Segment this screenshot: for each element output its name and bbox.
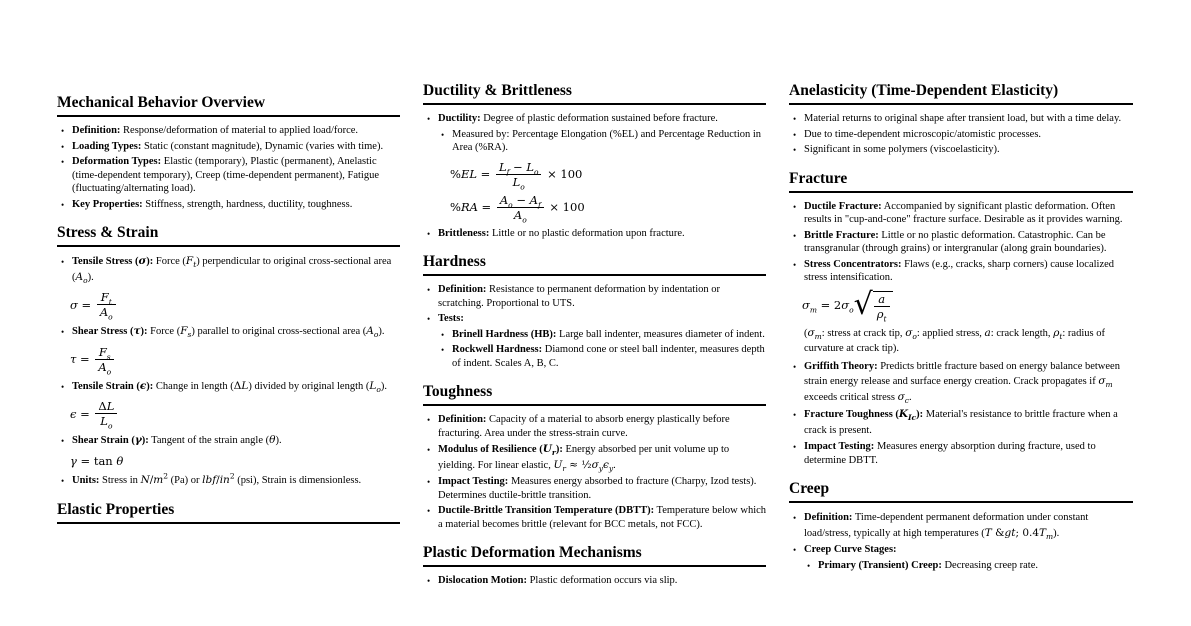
- bullet-text: Dislocation Motion: Plastic deformation occurs via slip.: [438, 575, 678, 586]
- section-rule: [57, 115, 400, 117]
- fraction-denominator: $A_o$: [98, 359, 112, 376]
- bullet-text: Measured by: Percentage Elongation (%EL) and Percentage Reduction in Area (%RA).: [452, 128, 762, 153]
- bullet-text: Definition: Capacity of a material to absorb energy plastically before fracturing. Area under the stress-strain curve.: [438, 414, 730, 439]
- fraction: [95, 399, 117, 431]
- radical-icon: √: [853, 287, 873, 322]
- fraction-denominator: $\rho_t$: [876, 306, 887, 323]
- bullet-text: Key Properties: Stiffness, strength, hardness, ductility, toughness.: [72, 198, 353, 210]
- section-title: Ductility & Brittleness: [423, 82, 572, 99]
- bullet-item: [57, 155, 400, 196]
- section-title: Plastic Deformation Mechanisms: [423, 544, 642, 561]
- fraction-numerator: $A_o - A_f$: [497, 194, 544, 208]
- bullet-item: [789, 359, 1133, 406]
- formula-block: [802, 287, 1133, 323]
- bullet-text: Griffith Theory: Predicts brittle fracture based on energy balance between strain energy release and surface energy creation. Crack propagates if $\sigma_m$ exceeds critical stress $\sigma_c$.: [804, 360, 1120, 405]
- bullet-text: Modulus of Resilience $(U_r)$: Energy absorbed per unit volume up to yielding. For linear elastic, $U_r$ ≈ $\frac{1}{2}\sigma_y\epsilon_y$.: [438, 443, 730, 473]
- bullet-text: Shear Stress (τ): Force $(F_s)$ parallel to original cross-sectional area $(A_o)$.: [72, 325, 385, 340]
- fraction-numerator: $F_t$: [97, 291, 116, 305]
- section-rule: [57, 245, 400, 247]
- formula-lhs: σ =: [70, 297, 95, 312]
- bullet-icon: •: [793, 201, 797, 212]
- bullet-item: [789, 229, 1133, 256]
- bullet-text: Loading Types: Static (constant magnitude), Dynamic (varies with time).: [72, 140, 384, 152]
- section: [789, 82, 1133, 157]
- square-root: [853, 287, 893, 323]
- bullet-text: Shear Strain (γ): Tangent of the strain angle (θ).: [72, 434, 282, 446]
- bullet-item: [423, 343, 766, 370]
- bullet-text: Stress Concentrators: Flaws (e.g., cracks, sharp corners) cause localized stress intensification.: [804, 258, 1115, 283]
- formula-block: [70, 344, 400, 376]
- bullet-icon: •: [793, 410, 797, 420]
- section: [57, 224, 400, 488]
- bullet-item: [423, 574, 766, 588]
- bullet-icon: •: [61, 199, 65, 210]
- bullet-item: [57, 324, 400, 340]
- formula-lhs: γ = tan θ: [70, 453, 124, 468]
- bullet-item: [423, 112, 766, 126]
- section-title: Anelasticity (Time-Dependent Elasticity): [789, 82, 1059, 99]
- bullet-text: Impact Testing: Measures energy absorbed to fracture (Charpy, Izod tests). Determines ductile-brittle transition.: [438, 476, 757, 501]
- bullet-icon: •: [793, 259, 797, 270]
- formula-lhs: %EL =: [450, 167, 494, 181]
- bullet-item: [423, 128, 766, 155]
- bullet-text: Definition: Resistance to permanent deformation by indentation or scratching. Proportional to UTS.: [438, 284, 720, 309]
- bullet-item: [423, 413, 766, 440]
- bullet-icon: •: [427, 314, 431, 324]
- bullet-icon: •: [61, 141, 65, 152]
- bullet-text: Ductile-Brittle Transition Temperature (DBTT): Temperature below which a material becomes brittle (relevant for BCC metals, not FCC).: [438, 505, 767, 530]
- formula-lhs: τ =: [70, 352, 94, 366]
- formula-lhs: ϵ =: [70, 406, 94, 421]
- formula-rhs: × 100: [545, 200, 585, 214]
- bullet-item: [423, 504, 766, 531]
- bullet-text: Definition: Response/deformation of material to applied load/force.: [72, 125, 359, 136]
- section-title: Toughness: [423, 383, 493, 400]
- bullet-text: Creep Curve Stages:: [804, 544, 897, 555]
- section-rule: [423, 404, 766, 406]
- section: [57, 94, 400, 211]
- bullet-icon: •: [61, 157, 65, 167]
- bullet-item: [789, 143, 1133, 157]
- bullet-icon: •: [793, 230, 797, 241]
- section: [423, 383, 766, 531]
- column-2: [423, 82, 766, 601]
- bullet-icon: •: [441, 129, 445, 140]
- formula-rhs: × 100: [543, 167, 583, 181]
- bullet-item: [789, 112, 1133, 126]
- formula-block: [70, 290, 400, 322]
- fraction-numerator: ΔL: [95, 400, 117, 414]
- bullet-text: Significant in some polymers (viscoelasticity).: [804, 144, 1000, 155]
- bullet-icon: •: [427, 415, 431, 425]
- formula-block: [450, 192, 766, 224]
- fraction: [497, 192, 544, 224]
- bullet-item: [423, 442, 766, 473]
- section-title: Hardness: [423, 253, 486, 270]
- bullet-text: Units: Stress in $N/m^2$ (Pa) or lbf/$in^2$ (psi), Strain is dimensionless.: [72, 471, 362, 486]
- section-rule: [423, 565, 766, 567]
- bullet-icon: •: [441, 329, 445, 340]
- bullet-item: [789, 258, 1133, 285]
- section-title: Creep: [789, 480, 830, 497]
- bullet-icon: •: [793, 114, 797, 124]
- bullet-item: [789, 128, 1133, 142]
- section-title: Elastic Properties: [57, 501, 175, 518]
- column-3: [789, 82, 1133, 585]
- bullet-icon: •: [427, 445, 431, 455]
- section: [423, 544, 766, 588]
- bullet-icon: •: [427, 576, 431, 586]
- bullet-icon: •: [793, 442, 797, 452]
- section: [57, 501, 400, 524]
- bullet-text: Tests:: [438, 313, 464, 324]
- formula-block: [70, 399, 400, 431]
- bullet-icon: •: [61, 327, 65, 337]
- bullet-text: Deformation Types: Elastic (temporary), Plastic (permanent), Anelastic (time-dependent temporary), Creep (time-dependent permanent), Fatigue (fluctuating/alternating load).: [72, 156, 380, 194]
- bullet-icon: •: [61, 126, 65, 136]
- fraction: [95, 344, 114, 376]
- bullet-icon: •: [807, 560, 811, 571]
- bullet-text: Ductility: Degree of plastic deformation sustained before fracture.: [438, 113, 718, 124]
- fraction: [496, 159, 542, 191]
- section: [789, 170, 1133, 468]
- section: [423, 253, 766, 370]
- bullet-item: [789, 510, 1133, 541]
- bullet-item: [789, 559, 1133, 573]
- bullet-icon: •: [793, 361, 797, 372]
- section: [423, 82, 766, 240]
- fraction-numerator: $L_f - L_o$: [496, 161, 542, 175]
- bullet-text: Fracture Toughness $(K_{Ic})$: Material's resistance to brittle fracture when a crack is present.: [804, 408, 1118, 436]
- bullet-item: [57, 379, 400, 395]
- bullet-item: [57, 433, 400, 449]
- bullet-text: Impact Testing: Measures energy absorption during fracture, used to determine DBTT.: [804, 441, 1096, 466]
- section-rule: [789, 501, 1133, 503]
- section-title: Stress & Strain: [57, 224, 159, 241]
- bullet-icon: •: [61, 436, 65, 446]
- fraction-denominator: $L_o$: [512, 174, 525, 191]
- bullet-item: [789, 326, 1133, 357]
- bullet-icon: •: [427, 114, 431, 124]
- bullet-icon: •: [793, 513, 797, 523]
- fraction: [874, 291, 890, 323]
- formula-lhs: %RA =: [450, 200, 495, 214]
- bullet-item: [423, 283, 766, 310]
- bullet-text: Brittle Fracture: Little or no plastic deformation. Catastrophic. Can be transgranular (through grains) or intergranular (along grain boundaries).: [804, 229, 1107, 254]
- section-rule: [423, 103, 766, 105]
- section-title: Fracture: [789, 169, 848, 187]
- bullet-icon: •: [61, 475, 65, 486]
- bullet-text: Rockwell Hardness: Diamond cone or steel ball indenter, measures depth of indent. Scales A, B, C.: [452, 344, 765, 369]
- bullet-icon: •: [793, 545, 797, 555]
- bullet-icon: •: [61, 381, 65, 392]
- bullet-text: Material returns to original shape after transient load, but with a time delay.: [804, 113, 1122, 124]
- bullet-text: Ductile Fracture: Accompanied by significant plastic deformation. Often results in "cup-and-cone" fracture surface. Desirable as it provides warning.: [804, 200, 1123, 225]
- fraction-numerator: a: [874, 293, 890, 307]
- bullet-text: Due to time-dependent microscopic/atomistic processes.: [804, 128, 1042, 140]
- bullet-text: ($\sigma_m$: stress at crack tip, $\sigma_o$: applied stress, a: crack length, $\rho_t$: radius of curvature at crack tip).: [804, 326, 1105, 354]
- section-title: Mechanical Behavior Overview: [57, 94, 266, 111]
- fraction-denominator: $L_o$: [100, 414, 113, 431]
- bullet-text: Primary (Transient) Creep: Decreasing creep rate.: [818, 559, 1039, 571]
- section-rule: [423, 274, 766, 276]
- formula-block: [450, 159, 766, 191]
- bullet-text: Tensile Stress (σ): Force $(F_t)$ perpendicular to original cross-sectional area $(A_o)$.: [72, 255, 392, 285]
- bullet-item: [423, 475, 766, 502]
- column-1: [57, 94, 400, 537]
- bullet-item: [57, 140, 400, 154]
- bullet-item: [789, 200, 1133, 227]
- bullet-item: [789, 407, 1133, 438]
- formula-block: [70, 455, 400, 467]
- section-rule: [789, 191, 1133, 193]
- bullet-icon: •: [427, 285, 431, 295]
- bullet-text: Definition: Time-dependent permanent deformation under constant load/stress, typically at high temperatures (T &gt; $0.4T_m$).: [804, 512, 1089, 541]
- bullet-item: [57, 124, 400, 138]
- radicand: [873, 291, 893, 323]
- bullet-icon: •: [427, 477, 431, 487]
- bullet-item: [57, 198, 400, 212]
- section: [789, 480, 1133, 572]
- bullet-text: Brittleness: Little or no plastic deformation upon fracture.: [438, 227, 685, 239]
- section-rule: [789, 103, 1133, 105]
- bullet-text: Brinell Hardness (HB): Large ball indenter, measures diameter of indent.: [452, 328, 765, 340]
- bullet-icon: •: [793, 145, 797, 155]
- section-rule: [57, 522, 400, 524]
- bullet-item: [423, 312, 766, 326]
- bullet-item: [57, 473, 400, 489]
- bullet-item: [789, 543, 1133, 557]
- fraction-denominator: $A_o$: [513, 207, 527, 224]
- bullet-item: [789, 440, 1133, 467]
- bullet-text: Tensile Strain (ϵ): Change in length (ΔL) divided by original length $(L_o)$.: [72, 379, 387, 394]
- bullet-icon: •: [427, 228, 431, 239]
- bullet-icon: •: [61, 257, 65, 267]
- bullet-item: [57, 254, 400, 285]
- bullet-icon: •: [427, 506, 431, 516]
- bullet-item: [423, 227, 766, 241]
- fraction: [97, 290, 116, 322]
- bullet-item: [423, 328, 766, 342]
- fraction-denominator: $A_o$: [99, 305, 113, 322]
- bullet-icon: •: [441, 345, 445, 355]
- formula-lhs: $\sigma_m = 2\sigma_o$: [802, 298, 854, 315]
- bullet-icon: •: [793, 129, 797, 140]
- fraction-numerator: $F_s$: [95, 346, 114, 360]
